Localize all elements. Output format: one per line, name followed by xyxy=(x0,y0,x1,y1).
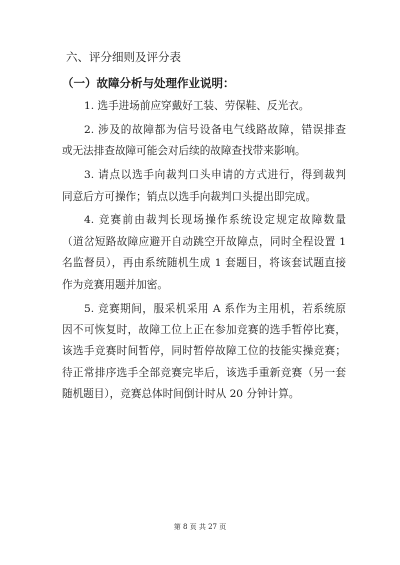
instruction-item-line: 因不可恢复时，故障工位上正在参加竞赛的选手暂停比赛， xyxy=(62,323,346,336)
instruction-item-line: 随机题目），竞赛总体时间倒计时从 20 分钟计算。 xyxy=(62,388,300,401)
instruction-item-line: 作为竞赛用题并加密。 xyxy=(62,278,168,291)
instruction-item-line: 该选手竞赛时间暂停，同时暂停故障工位的技能实操竞赛； xyxy=(62,345,346,358)
instruction-list xyxy=(62,96,346,408)
instruction-item-line: 5. 竞赛期间，服采机采用 A 系作为主用机，若系统原 xyxy=(84,302,346,315)
section-title: 六、评分细则及评分表 xyxy=(66,50,181,64)
instruction-item-4 xyxy=(62,210,346,296)
instruction-item-3 xyxy=(62,165,346,208)
instruction-item-5 xyxy=(62,299,346,406)
instruction-item-2 xyxy=(62,120,346,163)
subsection-title: （一）故障分析与处理作业说明： xyxy=(62,76,235,90)
instruction-item-line: 名监督员），再由系统随机生成 1 套题目，将该套试题直接 xyxy=(62,257,346,270)
instruction-item-line: 待正常排序选手全部竞赛完毕后，该选手重新竞赛（另一套 xyxy=(62,366,346,379)
instruction-item-1 xyxy=(62,96,346,117)
instruction-item-line: 或无法排查故障可能会对后续的故障查找带来影响。 xyxy=(62,145,306,158)
instruction-item-line: （道岔短路故障应避开自动跳空开故障点，同时全程设置 1 xyxy=(62,235,346,248)
instruction-item-line: 同意后方可操作；销点以选手向裁判口头提出即完成。 xyxy=(62,190,317,203)
page-number-footer: 第 8 页 共 27 页 xyxy=(173,523,227,531)
instruction-item-line: 1. 选手进场前应穿戴好工装、劳保鞋、反光衣。 xyxy=(84,100,310,112)
instruction-item-line: 2. 涉及的故障都为信号设备电气线路故障，错误排查 xyxy=(84,123,346,136)
instruction-item-line: 4. 竞赛前由裁判长现场操作系统设定规定故障数量 xyxy=(84,214,346,227)
instruction-item-line: 3. 请点以选手向裁判口头申请的方式进行，得到裁判 xyxy=(84,169,346,182)
